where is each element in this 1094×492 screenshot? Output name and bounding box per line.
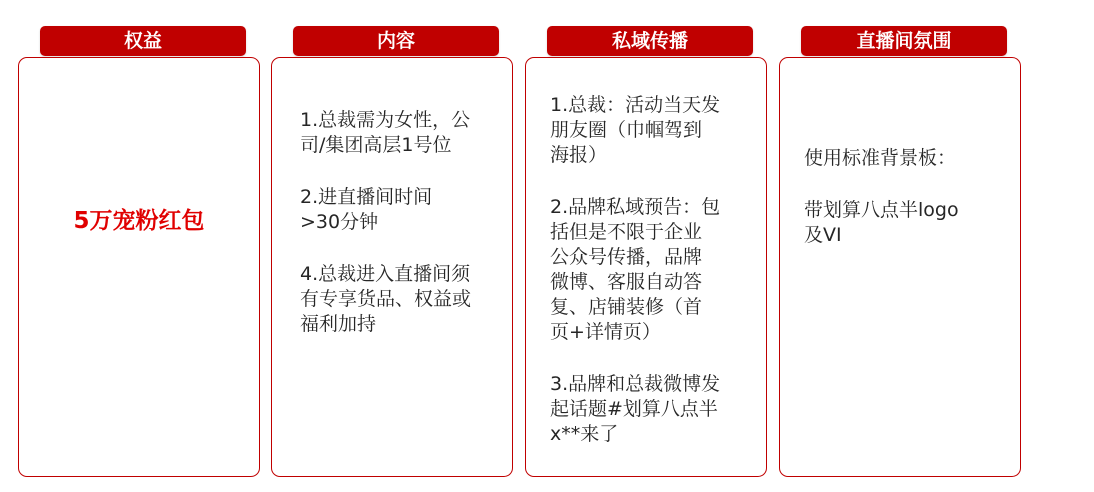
header-content: 内容 [293, 26, 499, 56]
atmosphere-item-2: 带划算八点半logo 及VI [804, 199, 959, 246]
column-private-traffic [525, 0, 771, 492]
header-private-traffic: 私域传播 [547, 26, 753, 56]
column-benefits [18, 0, 264, 492]
header-benefits: 权益 [40, 26, 246, 56]
private-traffic-item-2: 2.品牌私域预告：包 括但是不限于企业 公众号传播，品牌 微博、客服自动答 复、店铺装修（首 页+详情页） [550, 196, 721, 343]
card-private-traffic [525, 57, 767, 477]
content-item-2: 2.进直播间时间 >30分钟 [300, 186, 433, 233]
atmosphere-item-1: 使用标准背景板： [804, 147, 957, 169]
content-list [300, 108, 512, 337]
private-traffic-item-3: 3.品牌和总裁微博发 起话题#划算八点半 x**来了 [550, 373, 721, 445]
column-livestream-atmosphere [779, 0, 1025, 492]
private-traffic-list [550, 93, 766, 447]
header-livestream-atmosphere: 直播间氛围 [801, 26, 1007, 56]
column-content [271, 0, 517, 492]
content-item-1: 1.总裁需为女性，公 司/集团高层1号位 [300, 109, 471, 156]
content-item-4: 4.总裁进入直播间须 有专享货品、权益或 福利加持 [300, 263, 472, 335]
card-benefits [18, 57, 260, 477]
card-content [271, 57, 513, 477]
benefit-highlight: 5万宠粉红包 [73, 208, 205, 234]
atmosphere-list [804, 146, 1020, 248]
private-traffic-item-1: 1.总裁：活动当天发 朋友圈（巾帼驾到 海报） [550, 94, 721, 166]
card-livestream-atmosphere [779, 57, 1021, 477]
